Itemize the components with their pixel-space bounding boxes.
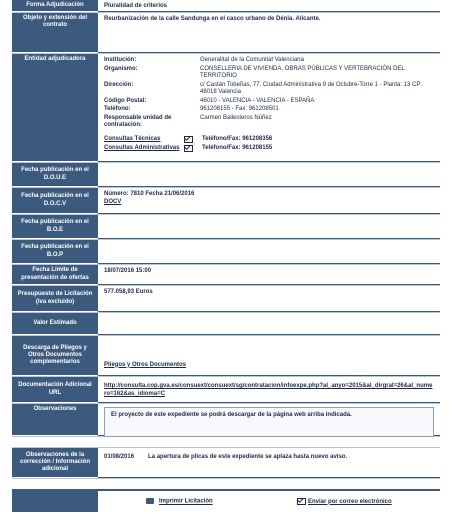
row-bop: [12, 240, 440, 265]
value-entidad: [98, 54, 440, 162]
footer-links: [98, 491, 440, 513]
row-docv: [12, 188, 440, 215]
entidad-fields: [104, 57, 434, 130]
value-doue: [98, 163, 440, 187]
field-key: Organismo:: [104, 65, 138, 72]
label-forma-adjudicacion: Forma Adjudicación: [12, 0, 98, 12]
printer-icon: [146, 498, 154, 504]
label-valor-estimado: Valor Estimado: [12, 313, 98, 335]
field-value: CONSELLERIA DE VIVIENDA, OBRAS PÚBLICAS Y VERTEBRACIÓN DEL TERRITORIO: [200, 65, 405, 79]
print-action[interactable]: [146, 498, 212, 506]
value-boe: [98, 215, 440, 239]
field-key: Institución:: [104, 57, 137, 63]
row-presupuesto: [12, 286, 440, 313]
label-doue: Fecha publicación en el D.O.U.E: [12, 163, 98, 187]
row-fecha-limite: [12, 265, 440, 286]
contact-administrativas-link[interactable]: Consultas Administrativas: [104, 145, 180, 152]
value-presupuesto: 577.058,93 Euros: [98, 286, 440, 312]
spacer: [12, 437, 440, 447]
correccion-text: La apertura de plicas de este expediente se aplaza hasta nuevo aviso.: [148, 454, 348, 460]
field-value: c/ Castán Tobeñas, 77. Ciudad Administrativa 9 de Octubre-Torre 1 - Planta: 13 CP: 46018 Valencia: [200, 81, 423, 95]
label-fecha-limite: Fecha Límite de presentación de ofertas: [12, 265, 98, 285]
docv-link[interactable]: DOCV: [104, 198, 122, 205]
label-observaciones: Observaciones: [12, 404, 98, 436]
documentation-url-link[interactable]: http://consulta.cop.gva.es/consuext/consuext/sg/contratacion/infoexpe.php?al_anyo=2015&al_dirgral=26&al_numero=162&as_idioma=C: [104, 383, 433, 397]
row-boe: [12, 215, 440, 240]
value-observaciones: [98, 404, 440, 436]
row-correccion: [12, 447, 440, 479]
value-correccion: [98, 448, 440, 478]
field-value: Carmen Ballesteros Núñez: [200, 114, 272, 121]
value-docv: [98, 188, 440, 214]
contact-list: [104, 136, 434, 154]
field-key: Responsable unidad de contratación:: [104, 114, 172, 128]
row-observaciones: [12, 404, 440, 437]
label-bop: Fecha publicación en el B.O.P: [12, 240, 98, 264]
correccion-date: 01/08/2016: [104, 454, 135, 460]
email-link[interactable]: Enviar por correo electrónico: [307, 498, 392, 505]
row-doue: [12, 163, 440, 188]
spacer: [12, 479, 440, 489]
footer-actions: [12, 489, 440, 513]
contact-administrativas-phone: Teléfono/Fax: 961208155: [202, 145, 273, 152]
contact-tecnicas-phone: Teléfono/Fax: 961208356: [202, 135, 273, 142]
field-key: Código Postal:: [104, 97, 147, 104]
value-fecha-limite: 18/07/2016 15:00: [98, 265, 440, 285]
value-objeto: Reurbanización de la calle Sandunga en el casco urbano de Dénia. Alicante.: [98, 13, 440, 53]
value-valor-estimado: [98, 313, 440, 335]
label-entidad: Entidad adjudicadora: [12, 54, 98, 162]
row-pliegos: [12, 336, 440, 377]
footer-label-cell: [12, 491, 98, 513]
value-url: [98, 377, 440, 403]
label-presupuesto: Presupuesto de Licitación (iva excluido): [12, 286, 98, 312]
field-key: Teléfono:: [104, 106, 131, 112]
print-link[interactable]: Imprimir Licitación: [158, 498, 213, 505]
field-value: Generalitat de la Comunitat Valenciana: [200, 57, 304, 63]
value-forma-adjudicacion: Pluralidad de criterios: [98, 0, 440, 12]
tender-detail-sheet: [12, 0, 440, 513]
label-objeto: Objeto y extensión del contrato: [12, 13, 98, 53]
value-pliegos: [98, 336, 440, 376]
contact-tecnicas-link[interactable]: Consultas Técnicas: [104, 135, 161, 142]
field-key: Dirección:: [104, 81, 134, 88]
pliegos-link[interactable]: Pliegos y Otros Documentos: [104, 361, 187, 368]
label-url: Documentación Adicional URL: [12, 377, 98, 403]
field-value: 46010 - VALENCIA - VALENCIA - ESPAÑA: [200, 97, 315, 104]
label-pliegos: Descarga de Pliegos y Otros Documentos complementarios: [12, 336, 98, 376]
row-entidad: [12, 54, 440, 163]
field-value: 961208155 - Fax: 961208501: [200, 106, 279, 112]
mail-icon: [297, 499, 306, 505]
email-action[interactable]: [297, 498, 391, 507]
row-url: [12, 377, 440, 404]
label-boe: Fecha publicación en el B.O.E: [12, 215, 98, 239]
mail-icon[interactable]: [184, 145, 202, 154]
docv-number-date: Número: 7810 Fecha 21/06/2016: [104, 191, 195, 197]
row-objeto: [12, 13, 440, 54]
label-docv: Fecha publicación en el D.O.C.V: [12, 188, 98, 214]
row-valor-estimado: [12, 313, 440, 336]
row-forma-adjudicacion: [12, 0, 440, 13]
value-bop: [98, 240, 440, 264]
label-correccion: Observaciones de la corrección / Información adicional: [12, 448, 98, 478]
observaciones-textarea[interactable]: El proyecto de este expediente se podrá descargar de la página web arriba indicada.: [104, 407, 434, 437]
